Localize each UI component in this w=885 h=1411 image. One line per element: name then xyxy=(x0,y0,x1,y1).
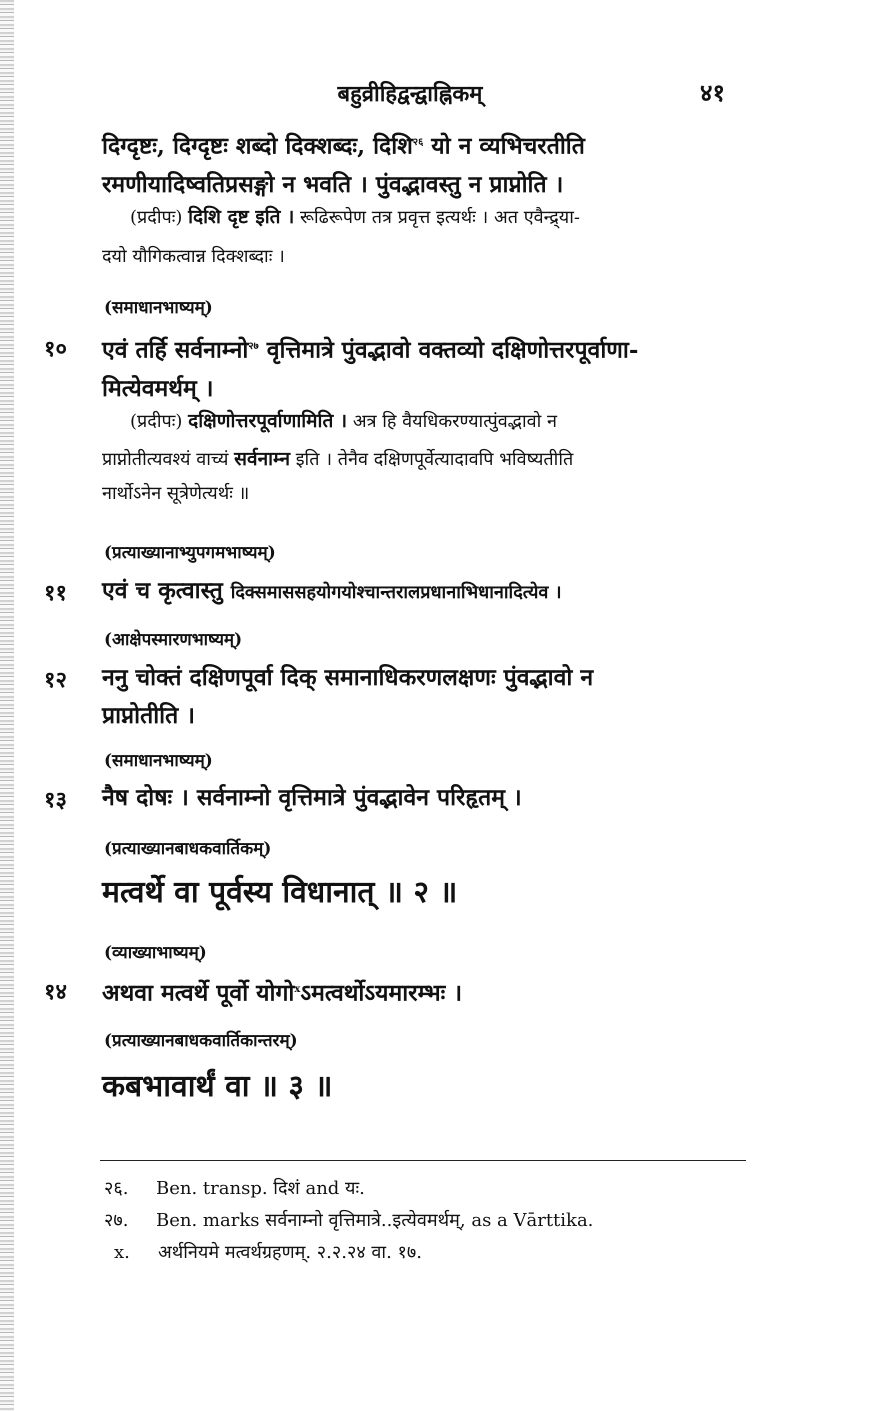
pradipa-commentary-1: (प्रदीपः) दिशि दृष्ट इति । रूढिरूपेण तत्र प्रवृत्त इत्यर्थः । अत एवैन्द्र्या- xyxy=(130,206,580,228)
section-heading: (समाधानभाष्यम्) xyxy=(104,298,213,318)
paragraph-number: १३ xyxy=(44,787,67,813)
footnote: २६. Ben. transp. दिशं and यः. xyxy=(104,1178,365,1199)
section-heading: (प्रत्याख्यानबाधकवार्तिकम्) xyxy=(104,839,272,859)
section-heading: (प्रत्याख्यानबाधकवार्तिकान्तरम्) xyxy=(104,1031,298,1051)
paragraph-number: ११ xyxy=(44,580,67,606)
paragraph-13: नैष दोषः । सर्वनाम्नो वृत्तिमात्रे पुंवद्भावेन परिहृतम् । xyxy=(102,784,522,811)
section-heading: (समाधानभाष्यम्) xyxy=(104,751,213,771)
pradipa-commentary-2: (प्रदीपः) दक्षिणोत्तरपूर्वाणामिति । अत्र हि वैयधिकरण्यात्पुंवद्भावो न xyxy=(130,410,557,432)
footnote-ref: २६ xyxy=(412,137,424,148)
paragraph-number: १२ xyxy=(44,667,67,693)
section-heading: (प्रत्याख्यानाभ्युपगमभाष्यम्) xyxy=(104,543,276,563)
paragraph-10: एवं तर्हि सर्वनाम्नो$^{२७}$ वृत्तिमात्रे पुंवद्भावो वक्तव्यो दक्षिणोत्तरपूर्वाणा- मित्येवमर्थम् । xyxy=(102,336,639,402)
paragraph-number: १० xyxy=(44,336,67,362)
scan-edge xyxy=(0,0,14,1411)
footnote-rule xyxy=(100,1160,746,1161)
footnote: २७. Ben. marks सर्वनाम्नो वृत्तिमात्रे..इत्येवमर्थम्, as a Vārttika. xyxy=(104,1210,594,1231)
text-line: रमणीयादिष्वतिप्रसङ्गो न भवति । पुंवद्भावस्तु न प्राप्नोति । xyxy=(102,170,564,198)
footnote-ref: २७ xyxy=(248,341,259,352)
vartika-3: कबभावार्थं वा ॥ ३ ॥ xyxy=(102,1069,333,1104)
lemma: दिशि दृष्ट इति । xyxy=(188,206,295,228)
section-heading: (आक्षेपस्मारणभाष्यम्) xyxy=(104,630,243,650)
paragraph-12: ननु चोक्तं दक्षिणपूर्वा दिक् समानाधिकरणलक्षणः पुंवद्भावो न प्राप्नोतीति । xyxy=(102,664,594,729)
paragraph-11: एवं च कृत्वास्तु दिक्समाससहयोगयोश्चान्तरालप्रधानाभिधानादित्येव । xyxy=(102,577,562,604)
text-line: दिग्दृष्टः, दिग्दृष्टः शब्दो दिक्शब्दः, दिशि$^{२६}$ यो न व्यभिचरतीति xyxy=(102,132,585,160)
paragraph-number: १४ xyxy=(44,979,67,1005)
lemma: दक्षिणोत्तरपूर्वाणामिति । xyxy=(188,410,348,432)
footnote-ref: x xyxy=(294,984,301,995)
page-number: ४१ xyxy=(700,78,725,107)
pradipa-commentary-1-line2: दयो यौगिकत्वान्न दिक्शब्दाः । xyxy=(102,246,285,267)
bhashya-continuation xyxy=(102,124,747,204)
vartika-2: मत्वर्थे वा पूर्वस्य विधानात् ॥ २ ॥ xyxy=(102,875,458,910)
section-heading: (व्याख्याभाष्यम्) xyxy=(104,943,207,963)
pradipa-commentary-2-line2: प्राप्नोतीत्यवश्यं वाच्यं सर्वनाम्न इति । तेनैव दक्षिणपूर्वेत्यादावपि भविष्यतीति नार्थोऽनेन सूत्रेणेत्यर्थः ॥ xyxy=(102,448,574,504)
pradipa-label: (प्रदीपः) xyxy=(130,207,183,228)
footnote: x. अर्थनियमे मत्वर्थग्रहणम्. २.२.२४ वा. १७. xyxy=(114,1242,422,1263)
paragraph-14: अथवा मत्वर्थे पूर्वो योगो$^x$ऽमत्वर्थोऽयमारम्भः । xyxy=(102,979,463,1007)
running-head: बहुव्रीहिद्वन्द्वाह्निकम् xyxy=(337,81,483,107)
